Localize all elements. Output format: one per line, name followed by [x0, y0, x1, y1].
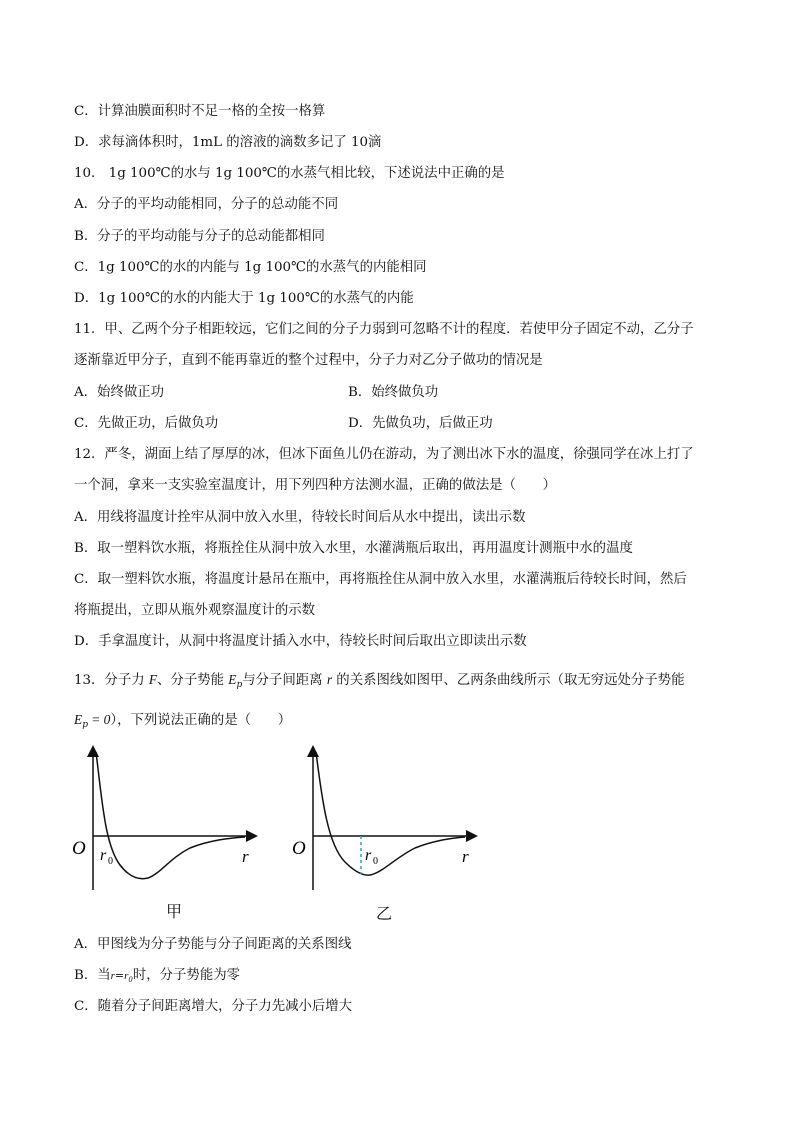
- q13-option-a: A．甲图线为分子势能与分子间距离的关系图线: [74, 937, 352, 952]
- origin-label: O: [72, 838, 86, 859]
- figures-svg: [60, 740, 490, 930]
- question-12-line2: 一个洞，拿来一支实验室温度计，用下列四种方法测水温，正确的做法是（ ）: [74, 478, 557, 493]
- q13-option-b: B．当$r=r_0$时，分子势能为零: [74, 968, 240, 984]
- r-axis-label: r: [242, 847, 249, 866]
- question-11-line2: 逐渐靠近甲分子，直到不能再靠近的整个过程中，分子力对乙分子做功的情况是: [74, 353, 543, 368]
- r-axis-label: r: [462, 847, 469, 866]
- q11-option-d: D．先做负功，后做正功: [348, 416, 493, 431]
- q12-option-d: D．手拿温度计，从洞中将温度计插入水中，待较长时间后取出立即读出示数: [74, 634, 527, 649]
- question-11-line1: 11．甲、乙两个分子相距较远，它们之间的分子力弱到可忽略不计的程度．若使甲分子固定不动，乙分子: [74, 322, 694, 337]
- caption-jia: 甲: [166, 902, 183, 921]
- question-13-line1: 13．分子力 F、分子势能 $E_p$与分子间距离 r 的关系图线如图甲、乙两条曲线所示（取无穷远处分子势能: [74, 672, 685, 690]
- figure-jia: [72, 748, 255, 890]
- q10-option-d: D．1g 100℃的水的内能大于 1g 100℃的水蒸气的内能: [74, 291, 414, 306]
- q10-option-c: C．1g 100℃的水的内能与 1g 100℃的水蒸气的内能相同: [74, 260, 427, 275]
- line-d-drops: D．求每滴体积时，1mL 的溶液的滴数多记了 10滴: [74, 135, 382, 150]
- r0-sub: 0: [373, 856, 378, 867]
- q12-option-b: B．取一塑料饮水瓶，将瓶拴住从洞中放入水里，水灌满瓶后取出，再用温度计测瓶中水的温度: [74, 541, 633, 556]
- origin-label: O: [292, 838, 306, 859]
- r0-label: r: [365, 847, 372, 864]
- q11-option-c: C．先做正功，后做负功: [74, 416, 219, 431]
- q12-option-c-line2: 将瓶提出，立即从瓶外观察温度计的示数: [74, 603, 316, 618]
- figure-yi: [292, 748, 475, 890]
- question-12-line1: 12．严冬，湖面上结了厚厚的冰，但冰下面鱼儿仍在游动，为了测出冰下水的温度，徐强同学在冰上打了: [74, 447, 694, 462]
- question-10: 10． 1g 100℃的水与 1g 100℃的水蒸气相比较，下述说法中正确的是: [74, 166, 505, 181]
- q11-option-a: A．始终做正功: [74, 385, 165, 400]
- q12-option-c-line1: C．取一塑料饮水瓶，将温度计悬吊在瓶中，再将瓶拴住从洞中放入水里，水灌满瓶后待较长时间，然后: [74, 572, 687, 587]
- q12-option-a: A．用线将温度计拴牢从洞中放入水里，待较长时间后从水中提出，读出示数: [74, 510, 526, 525]
- r0-label: r: [100, 847, 107, 864]
- curve-yi: [316, 752, 465, 875]
- caption-yi: 乙: [376, 904, 393, 923]
- question-13-line2: $E_p = 0$），下列说法正确的是（ ）: [74, 712, 292, 730]
- r0-sub: 0: [108, 856, 113, 867]
- q13-option-c: C．随着分子间距离增大，分子力先减小后增大: [74, 999, 353, 1014]
- line-c-oil: C．计算油膜面积时不足一格的全按一格算: [74, 104, 326, 119]
- q10-option-b: B．分子的平均动能与分子的总动能都相同: [74, 229, 325, 244]
- q10-option-a: A．分子的平均动能相同，分子的总动能不同: [74, 197, 339, 212]
- q11-option-b: B．始终做负功: [348, 385, 439, 400]
- curve-jia: [96, 752, 245, 879]
